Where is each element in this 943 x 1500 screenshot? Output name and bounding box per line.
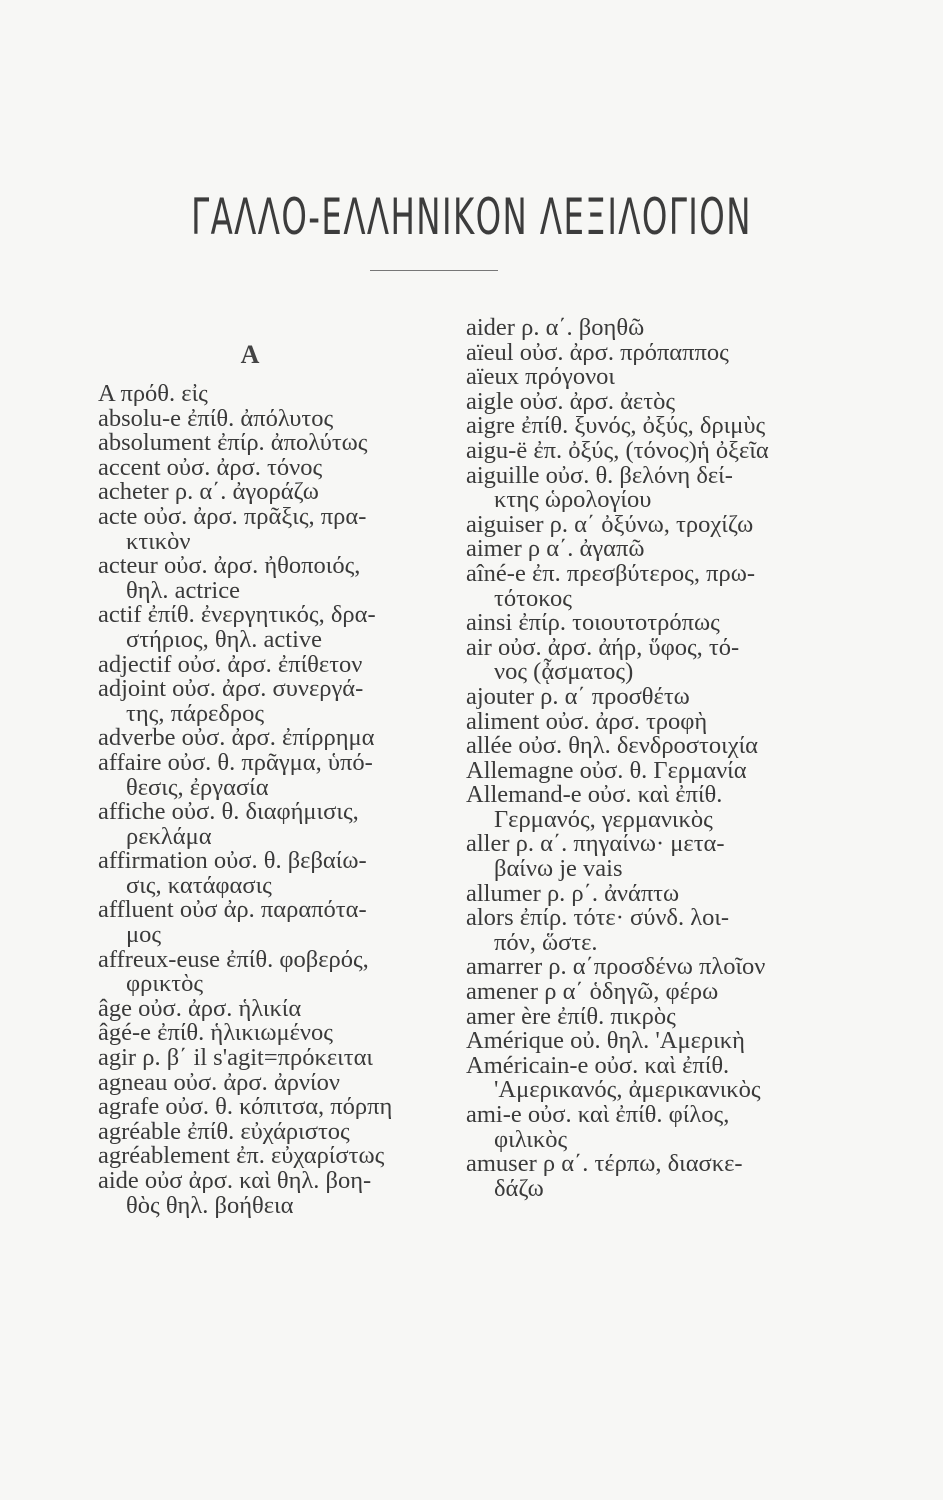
dictionary-entry: allée οὐσ. θηλ. δενδροστοιχία [466,732,759,760]
dictionary-entry-continuation: πόν, ὥστε. [494,928,598,956]
dictionary-entry: aller ρ. α΄. πηγαίνω· μετα- [466,830,725,858]
dictionary-entry: aigu-ë ἐπ. ὀξύς, (τόνος)ἡ ὀξεῖα [466,436,769,464]
dictionary-entry: aigle οὐσ. ἀρσ. ἀετὸς [466,387,676,415]
dictionary-entry: aïeul οὐσ. ἀρσ. πρόπαππος [466,338,729,366]
dictionary-entry: amener ρ α΄ ὁδηγῶ, φέρω [466,978,719,1006]
dictionary-entry: âge οὐσ. ἀρσ. ἡλικία [98,994,302,1022]
dictionary-entry: agneau οὐσ. ἀρσ. ἀρνίον [98,1068,340,1096]
dictionary-entry-continuation: κτης ὡρολογίου [494,486,652,514]
dictionary-entry: acte οὐσ. ἀρσ. πρᾶξις, πρα- [98,502,367,530]
title-divider [370,270,498,271]
dictionary-entry-continuation: στήριος, θηλ. active [126,625,323,653]
dictionary-entry: aliment οὐσ. ἀρσ. τροφὴ [466,707,708,735]
page-title: ΓΑΛΛΟ-ΕΛΛΗΝΙΚΟΝ ΛΕΞΙΛΟΓΙΟΝ [191,188,752,246]
dictionary-entry: A πρόθ. εἰς [98,380,208,407]
dictionary-entry-continuation: σις, κατάφασις [126,871,272,899]
dictionary-entry: adjoint οὐσ. ἀρσ. συνεργά- [98,675,364,703]
dictionary-entry-continuation: θὸς θηλ. βοήθεια [126,1191,294,1219]
dictionary-entry: actif ἐπίθ. ἐνεργητικός, δρα- [98,601,376,629]
right-column [466,316,826,1201]
dictionary-entry: agréable ἐπίθ. εὐχάριστος [98,1117,350,1145]
dictionary-entry-continuation: κτικὸν [126,527,191,555]
left-column [98,382,453,1218]
dictionary-entry: agréablement ἐπ. εὐχαρίστως [98,1142,385,1170]
dictionary-entry: affaire οὐσ. θ. πρᾶγμα, ὑπό- [98,748,373,776]
dictionary-entry: affreux-euse ἐπίθ. φοβερός, [98,945,369,973]
dictionary-entry: aider ρ. α΄. βοηθῶ [466,314,645,341]
dictionary-entry-continuation: θεσις, ἐργασία [126,773,269,801]
dictionary-entry-continuation: νος (ᾆσματος) [494,658,634,686]
dictionary-entry-continuation: 'Αμερικανός, ἀμερικανικὸς [494,1076,761,1104]
dictionary-entry: amuser ρ α΄. τέρπω, διασκε- [466,1150,743,1178]
dictionary-entry: âgé-e ἐπίθ. ἡλικιωμένος [98,1019,333,1047]
dictionary-entry: ami-e οὐσ. καὶ ἐπίθ. φίλος, [466,1101,730,1128]
dictionary-entry: affiche οὐσ. θ. διαφήμισις, [98,798,359,826]
dictionary-entry: ajouter ρ. α΄ προσθέτω [466,682,690,710]
dictionary-entry: Amérique οὐ. θηλ. 'Αμερικὴ [466,1027,745,1055]
dictionary-entry: accent οὐσ. ἀρσ. τόνος [98,453,323,481]
dictionary-entry: acteur οὐσ. ἀρσ. ἠθοποιός, [98,552,361,580]
dictionary-entry: aimer ρ α΄. ἀγαπῶ [466,535,645,563]
dictionary-entry: ainsi ἐπίρ. τοιουτοτρόπως [466,609,720,637]
dictionary-entry-continuation: δάζω [494,1174,544,1202]
dictionary-entry: agir ρ. β΄ il s'agit=πρόκειται [98,1044,374,1072]
dictionary-entry: Allemand-e οὐσ. καὶ ἐπίθ. [466,781,723,809]
dictionary-entry: air οὐσ. ἀρσ. ἀήρ, ὕφος, τό- [466,633,740,661]
dictionary-entry: affirmation οὐσ. θ. βεβαίω- [98,847,367,875]
dictionary-entry: adjectif οὐσ. ἀρσ. ἐπίθετον [98,650,363,678]
dictionary-entry: aigre ἐπίθ. ξυνός, ὀξύς, δριμὺς [466,412,766,440]
dictionary-entry: amarrer ρ. α΄προσδένω πλοῖον [466,953,766,981]
dictionary-entry-continuation: ρεκλάμα [126,822,212,850]
dictionary-entry: Allemagne οὐσ. θ. Γερμανία [466,756,747,784]
dictionary-entry-continuation: Γερμανός, γερμανικὸς [494,805,713,833]
dictionary-entry-continuation: βαίνω je vais [494,855,623,883]
dictionary-entry-continuation: θηλ. actrice [126,576,240,604]
dictionary-entry: Américain-e οὐσ. καὶ ἐπίθ. [466,1051,730,1079]
dictionary-entry: absolument ἐπίρ. ἀπολύτως [98,429,368,457]
dictionary-entry-continuation: μος [126,921,162,949]
dictionary-entry: affluent οὐσ ἀρ. παραπότα- [98,896,367,924]
dictionary-entry-continuation: φιλικὸς [494,1125,568,1153]
dictionary-entry-continuation: φρικτὸς [126,970,204,998]
dictionary-entry: aïeux πρόγονοι [466,363,616,391]
dictionary-entry: adverbe οὐσ. ἀρσ. ἐπίρρημα [98,724,375,752]
dictionary-entry: aiguiser ρ. α΄ ὀξύνω, τροχίζω [466,510,754,538]
dictionary-entry: agrafe οὐσ. θ. κόπιτσα, πόρπη [98,1093,393,1121]
dictionary-entry: absolu-e ἐπίθ. ἀπόλυτος [98,404,334,432]
section-letter: A [240,340,260,369]
dictionary-entry: allumer ρ. ρ΄. ἀνάπτω [466,879,680,907]
dictionary-entry: amer ère ἐπίθ. πικρὸς [466,1002,676,1030]
dictionary-entry: aîné-e ἐπ. πρεσβύτερος, πρω- [466,559,755,587]
dictionary-entry: aide οὐσ ἀρσ. καὶ θηλ. βοη- [98,1167,372,1194]
dictionary-entry-continuation: τότοκος [494,584,572,612]
dictionary-entry: alors ἐπίρ. τότε· σύνδ. λοι- [466,904,730,932]
dictionary-entry: aiguille οὐσ. θ. βελόνη δεί- [466,461,733,489]
dictionary-entry: acheter ρ. α΄. ἀγοράζω [98,478,319,506]
dictionary-entry-continuation: της, πάρεδρος [126,699,265,727]
